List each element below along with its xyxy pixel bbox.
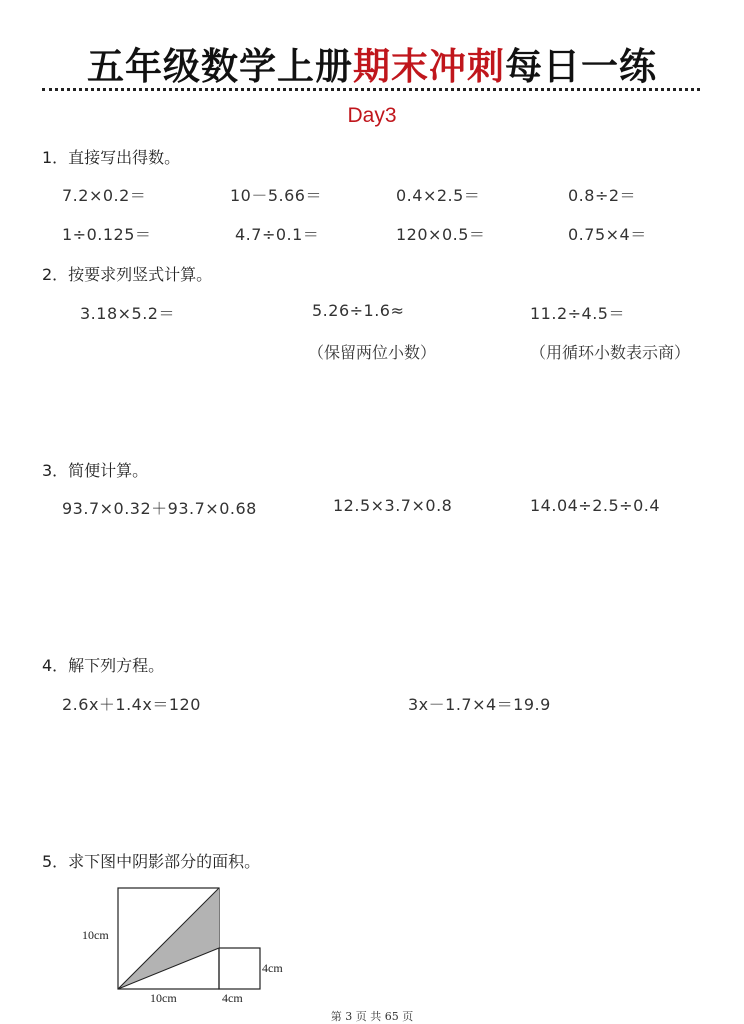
q3-item: 93.7×0.32＋93.7×0.68 — [62, 499, 257, 518]
q2-heading: 2．按要求列竖式计算。 — [42, 265, 213, 284]
q1-item: 10－5.66＝ — [230, 186, 322, 205]
dotted-divider — [42, 88, 700, 91]
q4-item: 2.6x＋1.4x＝120 — [62, 695, 201, 714]
label-small-width: 4cm — [222, 991, 243, 1005]
day-label: Day3 — [347, 104, 397, 127]
title-highlight: 期末冲刺 — [353, 45, 505, 88]
q1-item: 0.75×4＝ — [568, 225, 647, 244]
label-big-height: 10cm — [82, 928, 109, 942]
shaded-area-figure — [70, 880, 310, 1005]
q4-item: 3x－1.7×4＝19.9 — [408, 695, 551, 714]
q1-item: 7.2×0.2＝ — [62, 186, 147, 205]
q4-heading: 4．解下列方程。 — [42, 656, 165, 675]
q3-item: 12.5×3.7×0.8 — [333, 496, 453, 515]
q2-note: （用循环小数表示商） — [530, 343, 691, 362]
small-square — [219, 948, 260, 989]
page-title — [0, 36, 744, 90]
label-big-width: 10cm — [150, 991, 177, 1005]
q1-item: 1÷0.125＝ — [62, 225, 152, 244]
q5-heading: 5．求下图中阴影部分的面积。 — [42, 852, 261, 871]
q3-heading: 3．简便计算。 — [42, 461, 149, 480]
q2-item: 3.18×5.2＝ — [80, 304, 175, 323]
label-small-height: 4cm — [262, 961, 283, 975]
page-footer: 第 3 页 共 65 页 — [330, 1010, 414, 1023]
q3-item: 14.04÷2.5÷0.4 — [530, 496, 661, 515]
q1-item: 120×0.5＝ — [396, 225, 486, 244]
q1-item: 4.7÷0.1＝ — [235, 225, 320, 244]
q1-item: 0.8÷2＝ — [568, 186, 637, 205]
q1-item: 0.4×2.5＝ — [396, 186, 481, 205]
q2-item: 11.2÷4.5＝ — [530, 304, 625, 323]
q2-note: （保留两位小数） — [308, 343, 437, 362]
q2-item: 5.26÷1.6≈ — [312, 301, 405, 320]
title-part-1: 五年级数学上册 — [87, 45, 353, 88]
q1-heading: 1．直接写出得数。 — [42, 148, 181, 167]
title-part-2: 每日一练 — [505, 45, 657, 88]
